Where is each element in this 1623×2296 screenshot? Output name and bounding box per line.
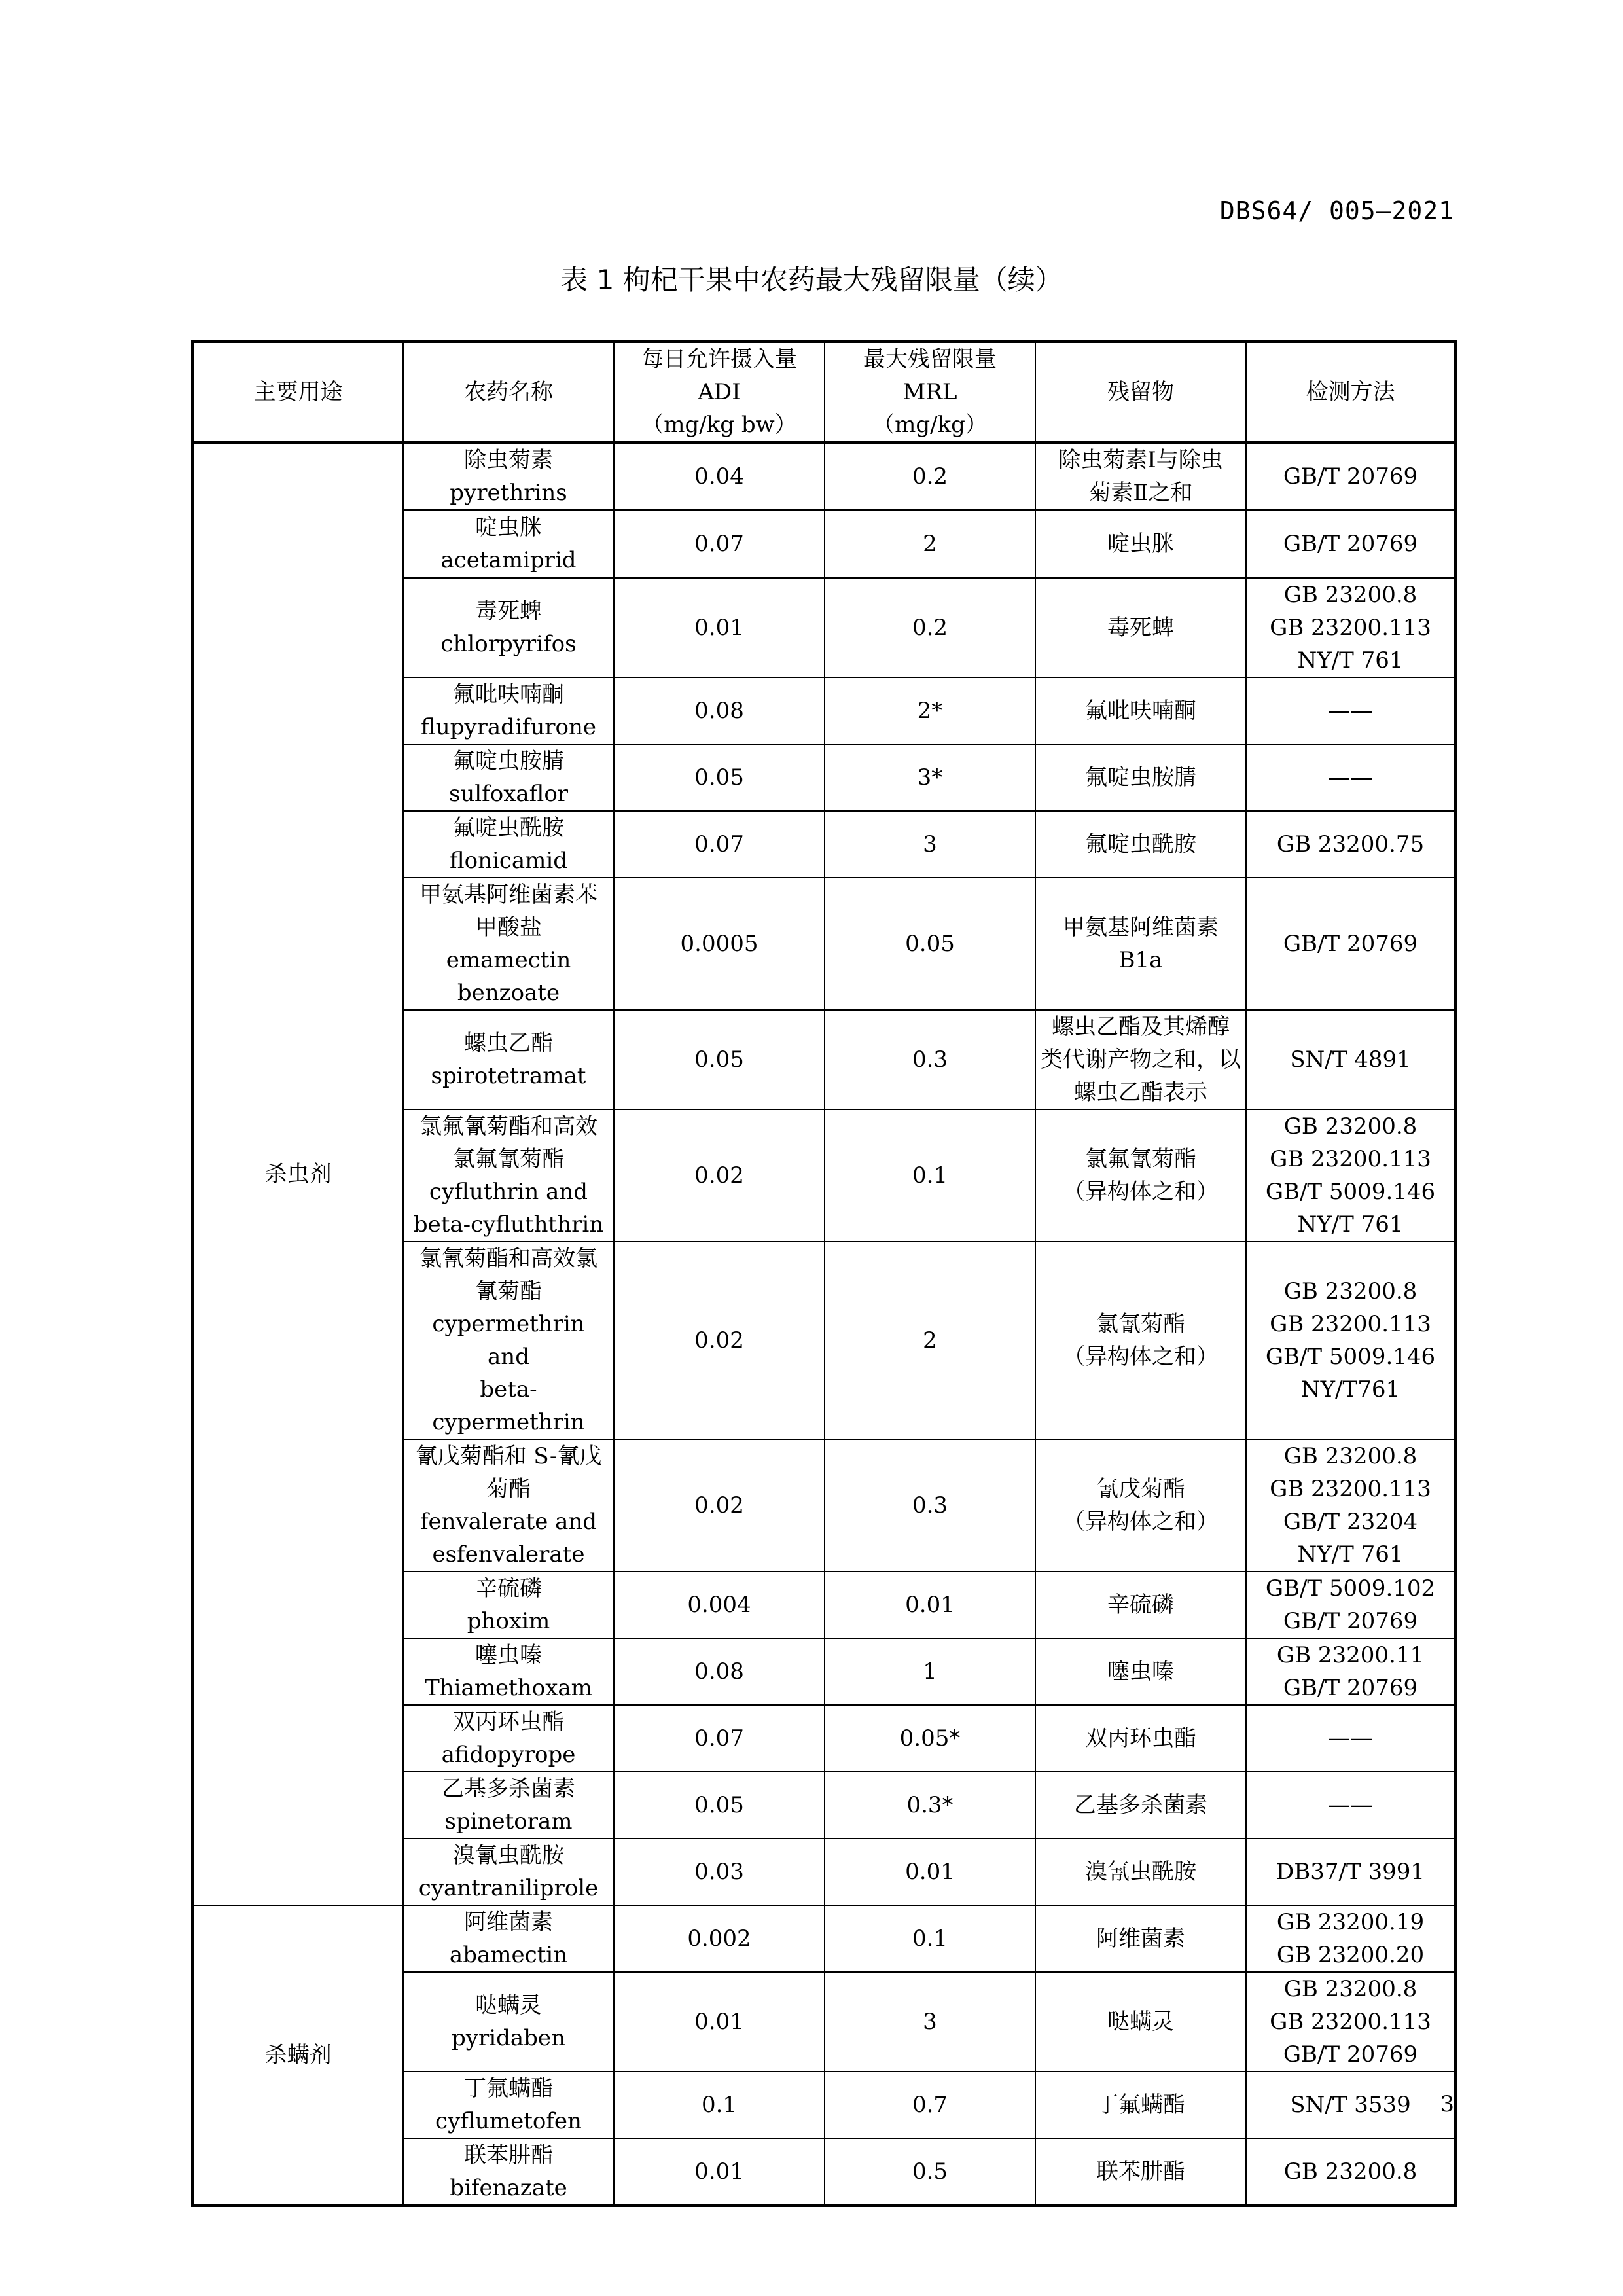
adi-cell: 0.07 (614, 510, 825, 578)
adi-cell: 0.02 (614, 1109, 825, 1242)
table-body (192, 442, 1455, 2206)
adi-header-line: ADI (698, 379, 741, 405)
mrl-cell: 2* (825, 677, 1035, 744)
pesticide-name-line: 氟啶虫酰胺 (453, 815, 564, 841)
pesticide-name-cell (403, 677, 614, 744)
pesticide-name-cell (403, 2138, 614, 2206)
pesticide-name-line: esfenvalerate (432, 1541, 585, 1568)
residue-line: 氟吡呋喃酮 (1085, 698, 1196, 724)
detection-method-line: GB/T 5009.146 (1265, 1344, 1436, 1370)
residue-line: 除虫菊素Ⅰ与除虫 (1058, 447, 1223, 473)
residue-limit-table (191, 340, 1457, 2207)
residue-cell (1035, 1905, 1246, 1972)
pesticide-name-line: 除虫菊素 (464, 447, 553, 473)
pesticide-name-line: 氰戊菊酯和 S-氰戊 (415, 1443, 602, 1469)
residue-header (1035, 342, 1246, 442)
pesticide-name-line: 阿维菌素 (464, 1909, 553, 1935)
pesticide-name-line: 乙基多杀菌素 (442, 1776, 575, 1802)
detection-method-cell (1246, 677, 1455, 744)
adi-header (614, 342, 825, 442)
detection-method-cell (1246, 1571, 1455, 1638)
adi-cell: 0.03 (614, 1839, 825, 1905)
residue-line: 阿维菌素 (1096, 1926, 1185, 1952)
pesticide-name-line: 氯氟氰菊酯 (453, 1146, 564, 1172)
mrl-cell: 0.3* (825, 1772, 1035, 1839)
detection-method-cell (1246, 578, 1455, 677)
residue-cell (1035, 878, 1246, 1010)
residue-line: 螺虫乙酯表示 (1074, 1079, 1207, 1105)
pesticide-name-line: acetamiprid (440, 547, 577, 573)
pesticide-name-line: cyflumetofen (435, 2108, 582, 2134)
detection-method-line: GB/T 20769 (1283, 463, 1418, 490)
residue-cell (1035, 1839, 1246, 1905)
detection-method-line: GB/T 20769 (1283, 1608, 1418, 1634)
pesticide-name-line: emamectin benzoate (446, 947, 571, 1006)
pesticide-name-cell (403, 1839, 614, 1905)
table-row (192, 1905, 1455, 1972)
residue-cell (1035, 2138, 1246, 2206)
detection-method-line: GB/T 20769 (1283, 931, 1418, 957)
mrl-cell: 2 (825, 1242, 1035, 1439)
pesticide-name-cell (403, 1242, 614, 1439)
mrl-header (825, 342, 1035, 442)
residue-line: 溴氰虫酰胺 (1085, 1859, 1196, 1885)
pesticide-name-header (403, 342, 614, 442)
residue-line: 氯氟氰菊酯 (1085, 1146, 1196, 1172)
pesticide-name-cell (403, 1972, 614, 2072)
pesticide-name-line: pyridaben (452, 2025, 565, 2051)
pesticide-name-line: afidopyrope (441, 1742, 576, 1768)
pesticide-name-line: 啶虫脒 (475, 514, 542, 541)
detection-method-line: GB 23200.113 (1270, 615, 1431, 641)
detection-method-line: GB/T 5009.146 (1265, 1179, 1436, 1205)
pesticide-name-line: bifenazate (450, 2175, 567, 2201)
detection-method-cell (1246, 1772, 1455, 1839)
pesticide-name-line: 氰菊酯 (475, 1278, 542, 1304)
residue-line: 氟啶虫胺腈 (1085, 764, 1196, 791)
pesticide-name-line: pyrethrins (450, 480, 567, 506)
pesticide-name-cell (403, 1705, 614, 1772)
mrl-cell: 0.01 (825, 1571, 1035, 1638)
mrl-header-line: （mg/kg） (872, 412, 988, 438)
adi-cell: 0.002 (614, 1905, 825, 1972)
residue-line: 啶虫脒 (1107, 531, 1174, 557)
pesticide-name-line: 溴氰虫酰胺 (453, 1842, 564, 1869)
residue-line: 哒螨灵 (1107, 2009, 1174, 2035)
usage-category-cell: 杀螨剂 (192, 1905, 403, 2206)
pesticide-name-line: 哒螨灵 (475, 1992, 542, 2018)
document-code: DBS64/ 005—2021 (1219, 196, 1454, 225)
detection-method-line: NY/T761 (1300, 1376, 1400, 1403)
adi-cell: 0.02 (614, 1439, 825, 1571)
pesticide-name-line: beta-cyfluththrin (413, 1211, 604, 1238)
pesticide-name-line: 毒死蜱 (475, 598, 542, 624)
pesticide-name-line: phoxim (467, 1608, 550, 1634)
detection-method-line: GB 23200.19 (1276, 1909, 1425, 1935)
residue-cell (1035, 677, 1246, 744)
detection-method-line: SN/T 4891 (1290, 1047, 1411, 1073)
detection-method-line: NY/T 761 (1297, 1211, 1404, 1238)
pesticide-name-cell (403, 1905, 614, 1972)
detection-method-cell (1246, 1010, 1455, 1109)
detection-method-cell (1246, 878, 1455, 1010)
pesticide-name-line: 丁氟螨酯 (464, 2075, 553, 2102)
detection-method-line: GB/T 20769 (1283, 531, 1418, 557)
mrl-cell: 0.01 (825, 1839, 1035, 1905)
pesticide-name-cell (403, 1772, 614, 1839)
residue-line: 辛硫磷 (1107, 1592, 1174, 1618)
residue-cell (1035, 1772, 1246, 1839)
pesticide-name-line: cyantraniliprole (418, 1875, 599, 1901)
mrl-cell: 0.5 (825, 2138, 1035, 2206)
residue-line: 螺虫乙酯及其烯醇 (1052, 1014, 1230, 1040)
pesticide-name-line: fenvalerate and (419, 1509, 597, 1535)
residue-line: 类代谢产物之和，以 (1041, 1047, 1241, 1073)
detection-method-line: GB 23200.75 (1276, 831, 1425, 857)
detection-method-line: GB 23200.20 (1276, 1942, 1425, 1968)
residue-line: （异构体之和） (1063, 1179, 1219, 1205)
mrl-cell: 2 (825, 510, 1035, 578)
usage-category-cell: 杀虫剂 (192, 442, 403, 1905)
mrl-cell: 1 (825, 1638, 1035, 1705)
detection-method-line: GB 23200.113 (1270, 2009, 1431, 2035)
pesticide-name-cell (403, 442, 614, 510)
detection-method-cell (1246, 1242, 1455, 1439)
detection-method-line: GB 23200.113 (1270, 1476, 1431, 1502)
pesticide-name-line: 双丙环虫酯 (453, 1709, 564, 1735)
adi-cell: 0.07 (614, 1705, 825, 1772)
mrl-cell: 0.05* (825, 1705, 1035, 1772)
mrl-cell: 0.1 (825, 1905, 1035, 1972)
pesticide-name-line: beta-cypermethrin (432, 1376, 585, 1435)
residue-line: 丁氟螨酯 (1096, 2092, 1185, 2118)
pesticide-name-cell (403, 510, 614, 578)
detection-method-cell (1246, 1638, 1455, 1705)
mrl-header-line: 最大残留限量 (863, 346, 997, 372)
residue-cell (1035, 1439, 1246, 1571)
adi-cell: 0.05 (614, 1772, 825, 1839)
detection-method-cell (1246, 1905, 1455, 1972)
residue-line: 甲氨基阿维菌素 (1063, 914, 1219, 941)
pesticide-name-line: spirotetramat (431, 1063, 586, 1089)
method-header-line: 检测方法 (1306, 379, 1395, 405)
pesticide-name-line: cyfluthrin and (429, 1179, 588, 1205)
pesticide-name-line: 甲酸盐 (475, 914, 542, 941)
residue-line: B1a (1118, 947, 1163, 973)
residue-line: 菊素Ⅱ之和 (1088, 480, 1193, 506)
residue-cell (1035, 1571, 1246, 1638)
mrl-cell: 0.1 (825, 1109, 1035, 1242)
detection-method-cell (1246, 744, 1455, 811)
detection-method-line: NY/T 761 (1297, 1541, 1404, 1568)
residue-line: 毒死蜱 (1107, 615, 1174, 641)
pesticide-name-line: flonicamid (449, 848, 568, 874)
detection-method-line: —— (1328, 1725, 1373, 1751)
adi-cell: 0.01 (614, 2138, 825, 2206)
residue-line: 氯氰菊酯 (1096, 1311, 1185, 1337)
residue-cell (1035, 1972, 1246, 2072)
detection-method-cell (1246, 1439, 1455, 1571)
detection-method-line: GB 23200.113 (1270, 1146, 1431, 1172)
mrl-cell: 0.2 (825, 578, 1035, 677)
pesticide-name-line: 氟吡呋喃酮 (453, 681, 564, 708)
mrl-cell: 0.05 (825, 878, 1035, 1010)
mrl-cell: 3* (825, 744, 1035, 811)
adi-header-line: 每日允许摄入量 (641, 346, 797, 372)
table-title: 表 1 枸杞干果中农药最大残留限量（续） (560, 264, 1063, 296)
table-header (192, 342, 1455, 442)
residue-cell (1035, 811, 1246, 878)
pesticide-name-line: Thiamethoxam (425, 1675, 592, 1701)
residue-cell (1035, 744, 1246, 811)
residue-cell (1035, 1242, 1246, 1439)
pesticide-name-cell (403, 744, 614, 811)
detection-method-cell (1246, 2072, 1455, 2138)
pesticide-name-line: 氟啶虫胺腈 (453, 748, 564, 774)
detection-method-cell (1246, 1109, 1455, 1242)
residue-line: 联苯肼酯 (1096, 2159, 1185, 2185)
table-row (192, 442, 1455, 510)
residue-cell (1035, 510, 1246, 578)
mrl-cell: 0.2 (825, 442, 1035, 510)
detection-method-line: GB/T 5009.102 (1265, 1575, 1436, 1602)
residue-limit-table-container (191, 340, 1454, 2207)
pesticide-name-line: 螺虫乙酯 (464, 1030, 553, 1056)
mrl-cell: 0.3 (825, 1010, 1035, 1109)
detection-method-line: NY/T 761 (1297, 647, 1404, 673)
detection-method-line: GB 23200.8 (1283, 1113, 1418, 1139)
mrl-cell: 3 (825, 811, 1035, 878)
adi-header-line: （mg/kg bw） (641, 412, 797, 438)
detection-method-line: —— (1328, 698, 1373, 724)
detection-method-line: GB 23200.8 (1283, 1976, 1418, 2002)
detection-method-cell (1246, 1839, 1455, 1905)
header-row (192, 342, 1455, 442)
residue-cell (1035, 2072, 1246, 2138)
residue-line: （异构体之和） (1063, 1509, 1219, 1535)
pesticide-name-line: 氯氟氰菊酯和高效 (419, 1113, 597, 1139)
residue-line: 氟啶虫酰胺 (1085, 831, 1196, 857)
residue-header-line: 残留物 (1107, 379, 1174, 405)
pesticide-name-line: flupyradifurone (421, 714, 596, 740)
pesticide-name-cell (403, 1638, 614, 1705)
pesticide-name-line: 氯氰菊酯和高效氯 (419, 1246, 597, 1272)
adi-cell: 0.01 (614, 578, 825, 677)
residue-line: 双丙环虫酯 (1085, 1725, 1196, 1751)
detection-method-line: GB 23200.113 (1270, 1311, 1431, 1337)
detection-method-line: —— (1328, 1792, 1373, 1818)
residue-cell (1035, 442, 1246, 510)
pesticide-name-line: cypermethrin and (432, 1311, 585, 1370)
residue-cell (1035, 578, 1246, 677)
adi-cell: 0.004 (614, 1571, 825, 1638)
pesticide-name-line: 菊酯 (486, 1476, 531, 1502)
pesticide-name-line: sulfoxaflor (448, 781, 569, 807)
pesticide-name-line: abamectin (449, 1942, 568, 1968)
pesticide-name-line: 甲氨基阿维菌素苯 (419, 882, 597, 908)
pesticide-name-line: 联苯肼酯 (464, 2142, 553, 2168)
pesticide-name-cell (403, 1439, 614, 1571)
pesticide-name-cell (403, 1010, 614, 1109)
mrl-header-line: MRL (902, 379, 957, 405)
page-number: 3 (1440, 2091, 1454, 2117)
pesticide-name-line: spinetoram (444, 1808, 573, 1835)
mrl-cell: 0.7 (825, 2072, 1035, 2138)
pesticide-name-cell (403, 2072, 614, 2138)
detection-method-line: GB/T 20769 (1283, 1675, 1418, 1701)
residue-line: 乙基多杀菌素 (1074, 1792, 1207, 1818)
mrl-cell: 0.3 (825, 1439, 1035, 1571)
adi-cell: 0.08 (614, 1638, 825, 1705)
detection-method-line: DB37/T 3991 (1276, 1859, 1425, 1885)
detection-method-line: GB 23200.8 (1283, 1443, 1418, 1469)
adi-cell: 0.05 (614, 1010, 825, 1109)
usage-header (192, 342, 403, 442)
residue-cell (1035, 1638, 1246, 1705)
pesticide-name-line: 辛硫磷 (475, 1575, 542, 1602)
pesticide-name-cell (403, 1109, 614, 1242)
detection-method-line: —— (1328, 764, 1373, 791)
detection-method-line: GB 23200.8 (1283, 2159, 1418, 2185)
detection-method-cell (1246, 1705, 1455, 1772)
residue-line: 氰戊菊酯 (1096, 1476, 1185, 1502)
detection-method-line: GB 23200.8 (1283, 1278, 1418, 1304)
pesticide-name-cell (403, 578, 614, 677)
pesticide-name-header-line: 农药名称 (464, 379, 553, 405)
detection-method-cell (1246, 442, 1455, 510)
detection-method-cell (1246, 1972, 1455, 2072)
detection-method-line: GB/T 20769 (1283, 2041, 1418, 2068)
residue-cell (1035, 1705, 1246, 1772)
pesticide-name-cell (403, 878, 614, 1010)
adi-cell: 0.05 (614, 744, 825, 811)
detection-method-cell (1246, 2138, 1455, 2206)
adi-cell: 0.01 (614, 1972, 825, 2072)
detection-method-line: GB/T 23204 (1283, 1509, 1418, 1535)
residue-cell (1035, 1010, 1246, 1109)
detection-method-cell (1246, 811, 1455, 878)
mrl-cell: 3 (825, 1972, 1035, 2072)
residue-line: 噻虫嗪 (1107, 1659, 1174, 1685)
detection-method-line: GB 23200.11 (1276, 1642, 1425, 1668)
adi-cell: 0.04 (614, 442, 825, 510)
residue-cell (1035, 1109, 1246, 1242)
residue-line: （异构体之和） (1063, 1344, 1219, 1370)
pesticide-name-line: chlorpyrifos (440, 631, 577, 657)
pesticide-name-cell (403, 811, 614, 878)
detection-method-line: SN/T 3539 (1290, 2092, 1411, 2118)
adi-cell: 0.07 (614, 811, 825, 878)
detection-method-line: GB 23200.8 (1283, 582, 1418, 608)
pesticide-name-line: 噻虫嗪 (475, 1642, 542, 1668)
adi-cell: 0.02 (614, 1242, 825, 1439)
usage-header-line: 主要用途 (253, 379, 343, 405)
detection-method-cell (1246, 510, 1455, 578)
adi-cell: 0.0005 (614, 878, 825, 1010)
adi-cell: 0.1 (614, 2072, 825, 2138)
method-header (1246, 342, 1455, 442)
pesticide-name-cell (403, 1571, 614, 1638)
adi-cell: 0.08 (614, 677, 825, 744)
